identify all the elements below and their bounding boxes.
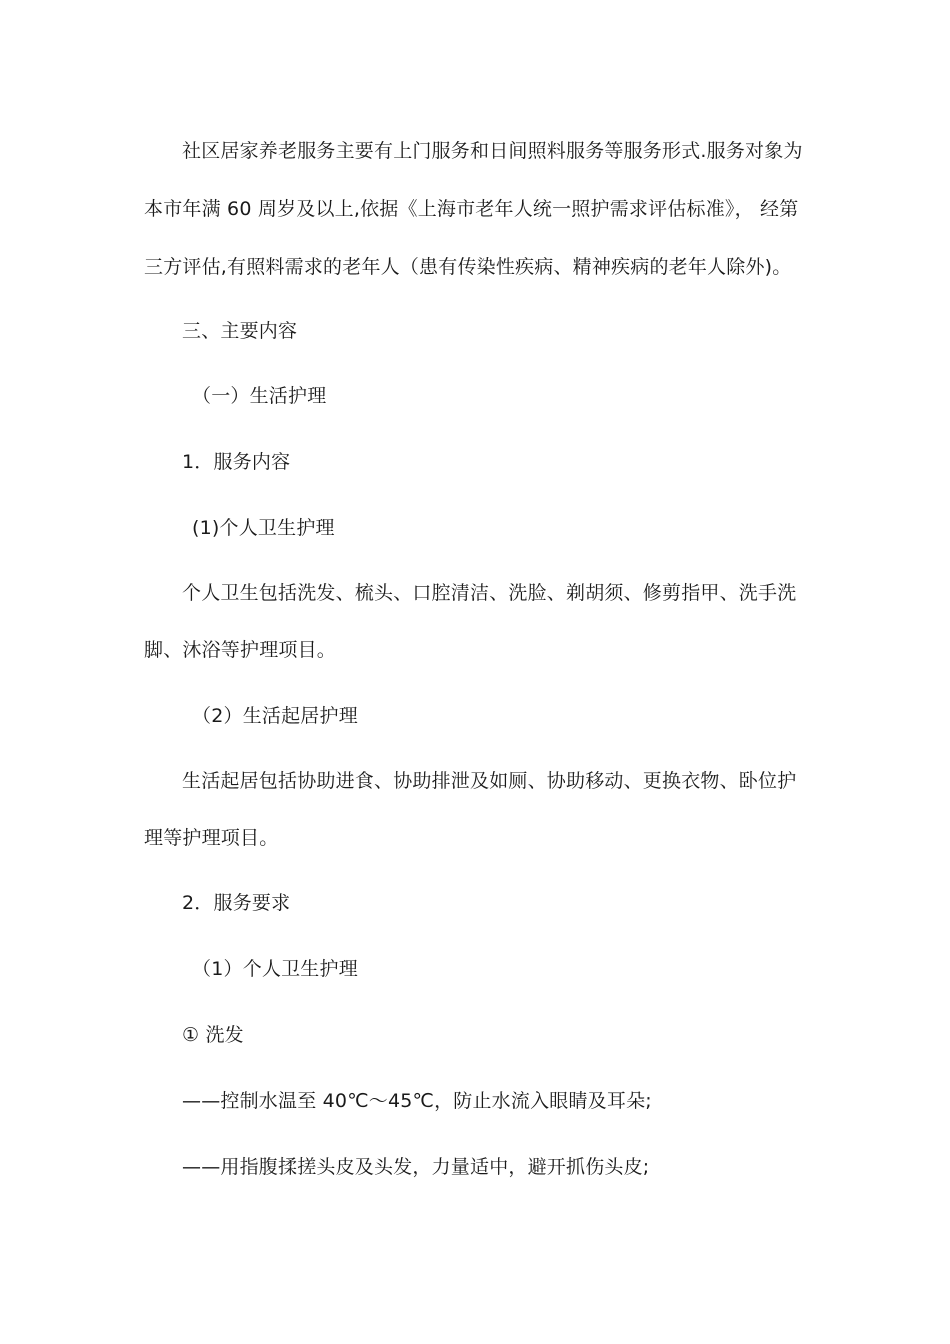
list-heading: ① 洗发 [182,1024,244,1046]
paragraph-line: 脚、沐浴等护理项目。 [144,639,337,661]
paragraph-line: 三方评估,有照料需求的老年人（患有传染性疾病、精神疾病的老年人除外)。 [144,256,792,278]
list-item: ——控制水温至 40℃～45℃，防止水流入眼睛及耳朵; [182,1090,652,1112]
item-heading: 1．服务内容 [182,451,291,473]
subitem-heading: （1）个人卫生护理 [192,958,358,980]
paragraph-line: 社区居家养老服务主要有上门服务和日间照料服务等服务形式.服务对象为 [182,140,803,162]
subsection-heading: （一）生活护理 [192,385,327,407]
subitem-heading: (1)个人卫生护理 [192,517,335,539]
list-item: ——用指腹揉搓头皮及头发，力量适中，避开抓伤头皮; [182,1156,650,1178]
item-heading: 2．服务要求 [182,892,291,914]
paragraph-line: 理等护理项目。 [144,827,279,849]
section-heading: 三、主要内容 [182,320,298,342]
paragraph-line: 个人卫生包括洗发、梳头、口腔清洁、洗脸、剃胡须、修剪指甲、洗手洗 [182,582,797,604]
paragraph-line: 生活起居包括协助进食、协助排泄及如厕、协助移动、更换衣物、卧位护 [182,770,797,792]
subitem-heading: （2）生活起居护理 [192,705,358,727]
paragraph-line: 本市年满 60 周岁及以上,依据《上海市老年人统一照护需求评估标准》， 经第 [144,198,799,220]
